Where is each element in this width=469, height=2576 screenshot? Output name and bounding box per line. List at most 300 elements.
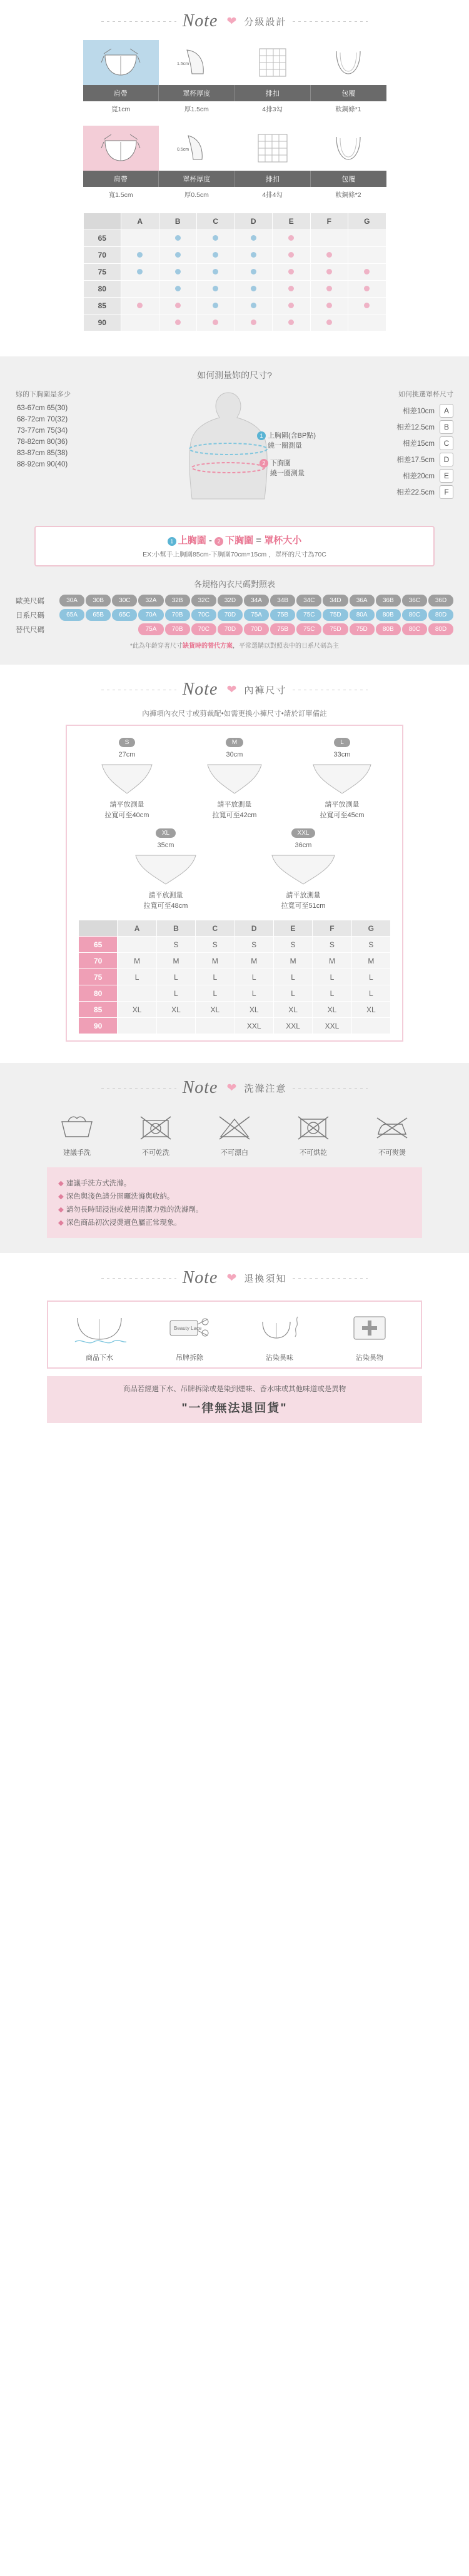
table-cell (118, 1018, 156, 1034)
grading-headers-1 (83, 85, 386, 101)
dot-blue-icon (213, 286, 218, 291)
table-cell (196, 1018, 234, 1034)
formula-result: 罩杯大小 (264, 535, 302, 546)
table-cell: S (273, 937, 312, 953)
measure-note (184, 800, 285, 820)
dot-blue-icon (213, 252, 218, 258)
table-cell (197, 247, 235, 264)
col-D: D (234, 213, 273, 230)
table-cell (197, 230, 235, 247)
table-cell (197, 281, 235, 298)
size-chip: 36A (350, 595, 375, 606)
value-strap: 寬1cm (111, 106, 131, 113)
table-cell (234, 281, 273, 298)
return-icon-box (47, 1301, 422, 1369)
dot-blue-icon (251, 269, 256, 274)
dot-pink-icon (288, 303, 294, 308)
list-item: 83-87cm 85(38) (17, 450, 68, 457)
support-illustration-2 (310, 126, 386, 171)
dot-pink-icon (288, 319, 294, 325)
cup-panel (328, 389, 453, 500)
size-tag: S (119, 738, 136, 747)
size-chip (86, 623, 111, 635)
section-title: 洗滌注意 (244, 1083, 287, 1094)
size-chip: 36B (376, 595, 401, 606)
measure-note (292, 800, 392, 820)
size-chip: 32B (165, 595, 190, 606)
table-row (79, 1002, 391, 1018)
formula-equals: = (256, 535, 262, 546)
measure-note (77, 800, 177, 820)
grading-values-1 (83, 101, 386, 117)
table-cell: L (351, 985, 390, 1002)
row-label: 日系尺碼 (16, 611, 44, 620)
table-cell (159, 247, 197, 264)
header-hook: 排扣 (234, 85, 311, 101)
size-tag: XXL (291, 828, 316, 838)
badge-1: 1 (257, 431, 266, 440)
table-cell (348, 230, 386, 247)
row-label: 80 (79, 985, 118, 1002)
dot-blue-icon (251, 235, 256, 241)
panty-icon (308, 760, 376, 797)
measure-title: 如何測量妳的尺寸? (197, 370, 272, 380)
table-header-row (83, 213, 386, 230)
section-title: 退換須知 (244, 1273, 287, 1284)
size-chip: 70C (191, 623, 216, 635)
wash-item (201, 1113, 268, 1157)
size-chip: 70D (218, 609, 243, 621)
row-label: 85 (79, 1002, 118, 1018)
panty-row-1 (73, 736, 396, 820)
grading-illustration-row-2 (83, 126, 386, 171)
table-cell (273, 314, 311, 331)
bra-sketch-icon (99, 44, 143, 81)
table-cell: S (313, 937, 351, 953)
no-bleach-icon (137, 1113, 174, 1140)
wash-tips-box (47, 1167, 422, 1238)
worn-product-icon (71, 1309, 128, 1344)
width-label: 30cm (226, 751, 243, 758)
dot-pink-icon (175, 303, 181, 308)
wash-caption: 建議手洗 (63, 1149, 91, 1157)
table-cell (310, 247, 348, 264)
table-cell: XL (156, 1002, 195, 1018)
hook-illustration (234, 40, 310, 85)
dot-blue-icon (175, 252, 181, 258)
table-cell (234, 247, 273, 264)
bra-side-sketch-icon (174, 44, 218, 81)
size-chip: 36C (402, 595, 427, 606)
table-cell: L (273, 985, 312, 1002)
table-cell: M (234, 953, 273, 969)
row-label: 65 (79, 937, 118, 953)
table-cell (310, 314, 348, 331)
wash-caption: 不可烘乾 (300, 1149, 327, 1157)
measure-line1: 請平放測量 (109, 801, 144, 808)
underbust-title: 妳的下胸圍是多少 (16, 391, 71, 398)
support-illustration (310, 40, 386, 85)
table-cell: XXL (313, 1018, 351, 1034)
size-chip: 34B (270, 595, 295, 606)
wash-tip (58, 1204, 411, 1214)
table-cell: L (234, 985, 273, 1002)
col-A: A (121, 213, 159, 230)
size-chip: 34C (296, 595, 321, 606)
grading-row-2 (83, 126, 386, 203)
dotted-rule-right (293, 1278, 368, 1279)
diamond-icon: ◆ (58, 1206, 64, 1214)
wire-support-icon (326, 45, 370, 80)
wash-caption: 不可乾洗 (142, 1149, 169, 1157)
dot-blue-icon (251, 303, 256, 308)
panty-item-xxl (253, 827, 353, 911)
wash-caption: 不可熨燙 (378, 1149, 406, 1157)
dot-pink-icon (288, 286, 294, 291)
size-chip: 30B (86, 595, 111, 606)
svg-text:1.5cm: 1.5cm (177, 62, 189, 66)
table-cell (273, 281, 311, 298)
table-cell (348, 247, 386, 264)
dot-blue-icon (213, 303, 218, 308)
col-B: B (156, 920, 195, 937)
measure-line1: 請平放測量 (148, 892, 183, 899)
torso-measure-icon (134, 389, 322, 514)
list-item: 63-67cm 65(30) (17, 405, 68, 412)
panty-item-l (292, 736, 392, 820)
col-E: E (273, 920, 312, 937)
size-chip: 65A (59, 609, 84, 621)
size-chip: 65C (112, 609, 137, 621)
diamond-icon: ◆ (58, 1180, 64, 1187)
table-cell (234, 298, 273, 314)
diamond-icon: ◆ (58, 1193, 64, 1200)
grading-values-2 (83, 187, 386, 203)
badge-2: 2 (214, 537, 223, 546)
measure-note (253, 890, 353, 911)
table-row (83, 247, 386, 264)
grading-illustration-row-1 (83, 40, 386, 85)
size-chip: 75B (270, 623, 295, 635)
size-chip: 36D (428, 595, 453, 606)
table-cell: L (313, 985, 351, 1002)
dot-pink-icon (326, 269, 332, 274)
cup-row (328, 435, 453, 451)
measure-row (16, 389, 453, 517)
section-title: 分級設計 (244, 16, 287, 28)
chips (59, 595, 453, 606)
bra-side-illustration (159, 40, 234, 85)
dotted-rule-right (293, 21, 368, 22)
table-cell: L (156, 985, 195, 1002)
wash-tip-text: 建議手洗方式洗滌。 (66, 1180, 131, 1187)
panty-desc: 內褲項內衣尺寸或剪裁配•如需更換小褲尺寸•請於訂單備註 (142, 710, 327, 718)
row-label: 70 (79, 953, 118, 969)
cup-letter: E (440, 469, 453, 483)
callout-upper-bust (257, 430, 316, 450)
table-cell: L (196, 985, 234, 1002)
dot-pink-icon (251, 319, 256, 325)
dot-pink-icon (364, 269, 370, 274)
table-cell: XL (313, 1002, 351, 1018)
cup-formula-box (34, 526, 435, 566)
header-coverage-2: 包覆 (310, 171, 386, 187)
cup-diff: 相差12.5cm (396, 424, 435, 431)
svg-text:Beauty Lace: Beauty Lace (174, 1326, 202, 1331)
table-cell (121, 298, 159, 314)
table-cell: M (196, 953, 234, 969)
wash-caption: 不可漂白 (221, 1149, 248, 1157)
dotted-rule-left (101, 1088, 176, 1089)
table-cell (121, 314, 159, 331)
dot-blue-icon (175, 269, 181, 274)
table-cell (234, 230, 273, 247)
measure-line2: 拉寬可至48cm (143, 902, 188, 910)
wash-icon-row (0, 1113, 469, 1157)
table-cell: XL (273, 1002, 312, 1018)
row-label: 80 (83, 281, 121, 298)
size-chip: 80A (350, 609, 375, 621)
size-chip: 75A (138, 623, 163, 635)
list-item: 68-72cm 70(32) (17, 416, 68, 423)
wash-tip (58, 1178, 411, 1188)
return-footer (47, 1376, 422, 1423)
col-D: D (234, 920, 273, 937)
col-G: G (351, 920, 390, 937)
panty-row-2 (73, 827, 396, 911)
table-cell (118, 937, 156, 953)
dot-pink-icon (326, 303, 332, 308)
size-chip: 80C (402, 623, 427, 635)
wash-item (43, 1113, 111, 1157)
note-header-return (0, 1257, 469, 1297)
cup-letter: C (440, 436, 453, 450)
table-cell (197, 314, 235, 331)
table-cell (197, 264, 235, 281)
wash-tip-text: 深色與淺色請分開曬洗滌與收納。 (66, 1193, 174, 1200)
cup-row (328, 403, 453, 419)
cup-diff: 相差17.5cm (396, 456, 435, 464)
return-item (59, 1309, 140, 1362)
size-chip: 70D (244, 623, 269, 635)
cup-row (328, 484, 453, 500)
table-cell (121, 264, 159, 281)
wash-tip-text: 請勿長時間浸泡或使用清潔力強的洗滌劑。 (66, 1206, 203, 1214)
wash-tip (58, 1191, 411, 1201)
panty-size-box (66, 725, 403, 1042)
bra-side-sketch-icon-2 (174, 129, 218, 167)
value-strap-2: 寬1.5cm (108, 191, 133, 199)
callout-upper-sub: 繞一圈測量 (268, 442, 302, 450)
table-cell: L (118, 969, 156, 985)
panty-icon (131, 850, 201, 888)
table-body (83, 230, 386, 331)
cup-diff: 相差15cm (402, 440, 435, 448)
underbust-list (16, 403, 134, 470)
size-tag: L (334, 738, 350, 747)
table-cell: L (156, 969, 195, 985)
row-label: 替代尺碼 (16, 626, 44, 634)
size-chip: 70B (165, 623, 190, 635)
callout-under-title: 下胸圍 (270, 460, 291, 467)
formula-minus: - (208, 535, 212, 546)
size-chip: 34D (323, 595, 348, 606)
conversion-row-alt (16, 623, 453, 635)
size-chip: 80D (428, 623, 453, 635)
dot-pink-icon (288, 252, 294, 258)
wash-tip-text: 深色商品初次浸燙適色屬正常現象。 (66, 1219, 181, 1227)
cup-row (328, 419, 453, 435)
measure-line1: 請平放測量 (325, 801, 360, 808)
table-cell: XL (196, 1002, 234, 1018)
table-cell (273, 230, 311, 247)
hand-wash-icon (58, 1113, 96, 1140)
row-label: 75 (79, 969, 118, 985)
dot-blue-icon (213, 235, 218, 241)
size-chip: 80C (402, 609, 427, 621)
formula-upper: 上胸圍 (178, 535, 206, 546)
cup-title: 如何挑選罩杯尺寸 (398, 391, 453, 398)
col-E: E (273, 213, 311, 230)
note-header-grading (0, 0, 469, 40)
corner-cell (79, 920, 118, 937)
section-grading-design (0, 0, 469, 348)
grading-row-1 (83, 40, 386, 117)
bra-sketch-icon-2 (99, 129, 143, 167)
table-row (83, 281, 386, 298)
section-title: 內褲尺寸 (244, 685, 287, 696)
table-cell (310, 281, 348, 298)
hook-rows-icon-2 (251, 131, 295, 166)
stain-icon (341, 1309, 398, 1344)
table-cell (348, 298, 386, 314)
table-cell: M (351, 953, 390, 969)
size-chip: 80B (376, 623, 401, 635)
wire-support-icon-2 (326, 131, 370, 166)
size-chip: 70B (165, 609, 190, 621)
size-tag: M (226, 738, 243, 747)
col-A: A (118, 920, 156, 937)
bra-front-illustration (83, 40, 159, 85)
dot-blue-icon (175, 286, 181, 291)
panty-item-m (184, 736, 285, 820)
table-cell (348, 314, 386, 331)
size-chip: 32D (218, 595, 243, 606)
value-cup-thickness: 厚1.5cm (184, 106, 209, 113)
hook-illustration-2 (234, 126, 310, 171)
chips (59, 609, 453, 621)
dot-pink-icon (364, 303, 370, 308)
table-cell (121, 247, 159, 264)
width-label: 27cm (118, 751, 136, 758)
cup-row (328, 468, 453, 484)
no-chlorine-icon (216, 1113, 253, 1140)
underbust-panel (16, 389, 134, 470)
diamond-icon: ◆ (58, 1219, 64, 1227)
table-body (79, 937, 391, 1034)
dot-pink-icon (137, 303, 143, 308)
row-label: 90 (79, 1018, 118, 1034)
value-cup-thickness-2: 厚0.5cm (184, 191, 209, 199)
row-label: 70 (83, 247, 121, 264)
cup-letter: A (440, 404, 453, 418)
table-cell (310, 264, 348, 281)
table-cell: L (313, 969, 351, 985)
cut-tag-icon (161, 1309, 218, 1344)
table-cell (273, 247, 311, 264)
dot-pink-icon (175, 319, 181, 325)
return-caption: 商品下水 (86, 1354, 113, 1362)
dot-blue-icon (251, 286, 256, 291)
size-chip: 30C (112, 595, 137, 606)
cup-row (328, 451, 453, 468)
size-chip: 30A (59, 595, 84, 606)
return-icon-row (54, 1309, 415, 1362)
heart-icon: ❤ (226, 683, 237, 697)
dot-pink-icon (213, 319, 218, 325)
table-row (79, 1018, 391, 1034)
return-caption: 沾染異物 (356, 1354, 383, 1362)
note-pre: *此為年齡穿著尺寸 (130, 643, 183, 650)
note-post: ，平常選購以對照表中的日系尺碼為主 (232, 643, 339, 650)
callout-under-sub: 繞一圈測量 (270, 470, 305, 477)
return-footnote: 商品若經過下水、吊牌拆除或是染到煙味、香水味或其他味道或是異物 (123, 1386, 346, 1393)
table-row (83, 298, 386, 314)
conversion-note (16, 640, 453, 650)
return-item (149, 1309, 230, 1362)
table-row (83, 264, 386, 281)
measure-line2: 拉寬可至45cm (320, 811, 365, 819)
table-cell: XL (351, 1002, 390, 1018)
header-strap-2: 肩帶 (113, 176, 128, 183)
size-chip: 75C (296, 623, 321, 635)
dot-blue-icon (137, 252, 143, 258)
note-header-panty (0, 668, 469, 708)
header-coverage: 包覆 (310, 85, 386, 101)
dot-pink-icon (326, 252, 332, 258)
conversion-row-eu (16, 595, 453, 606)
header-cup-thickness-2: 罩杯厚度 (158, 171, 234, 187)
measure-line2: 拉寬可至40cm (104, 811, 149, 819)
table-cell (156, 1018, 195, 1034)
table-cell: L (351, 969, 390, 985)
hook-rows-icon (251, 45, 295, 80)
table-cell: M (156, 953, 195, 969)
formula-under: 下胸圍 (225, 535, 254, 546)
value-hook-2: 4排4勾 (262, 191, 283, 199)
table-header-row (79, 920, 391, 937)
panty-item-s (77, 736, 177, 820)
dot-blue-icon (213, 269, 218, 274)
dot-blue-icon (137, 269, 143, 274)
dot-pink-icon (326, 286, 332, 291)
table-cell (234, 264, 273, 281)
bra-size-availability-table (83, 213, 386, 331)
section-panty-size (0, 665, 469, 1057)
conversion-table (16, 595, 453, 650)
row-label: 65 (83, 230, 121, 247)
dotted-rule-left (101, 21, 176, 22)
conversion-row-jp (16, 609, 453, 621)
table-cell (197, 298, 235, 314)
measure-line1: 請平放測量 (286, 892, 321, 899)
table-cell (348, 264, 386, 281)
note-word: Note (182, 1078, 218, 1097)
table-cell: XXL (273, 1018, 312, 1034)
heart-icon: ❤ (226, 1271, 237, 1285)
section-return-policy (0, 1253, 469, 1442)
panty-size-table (78, 920, 391, 1034)
